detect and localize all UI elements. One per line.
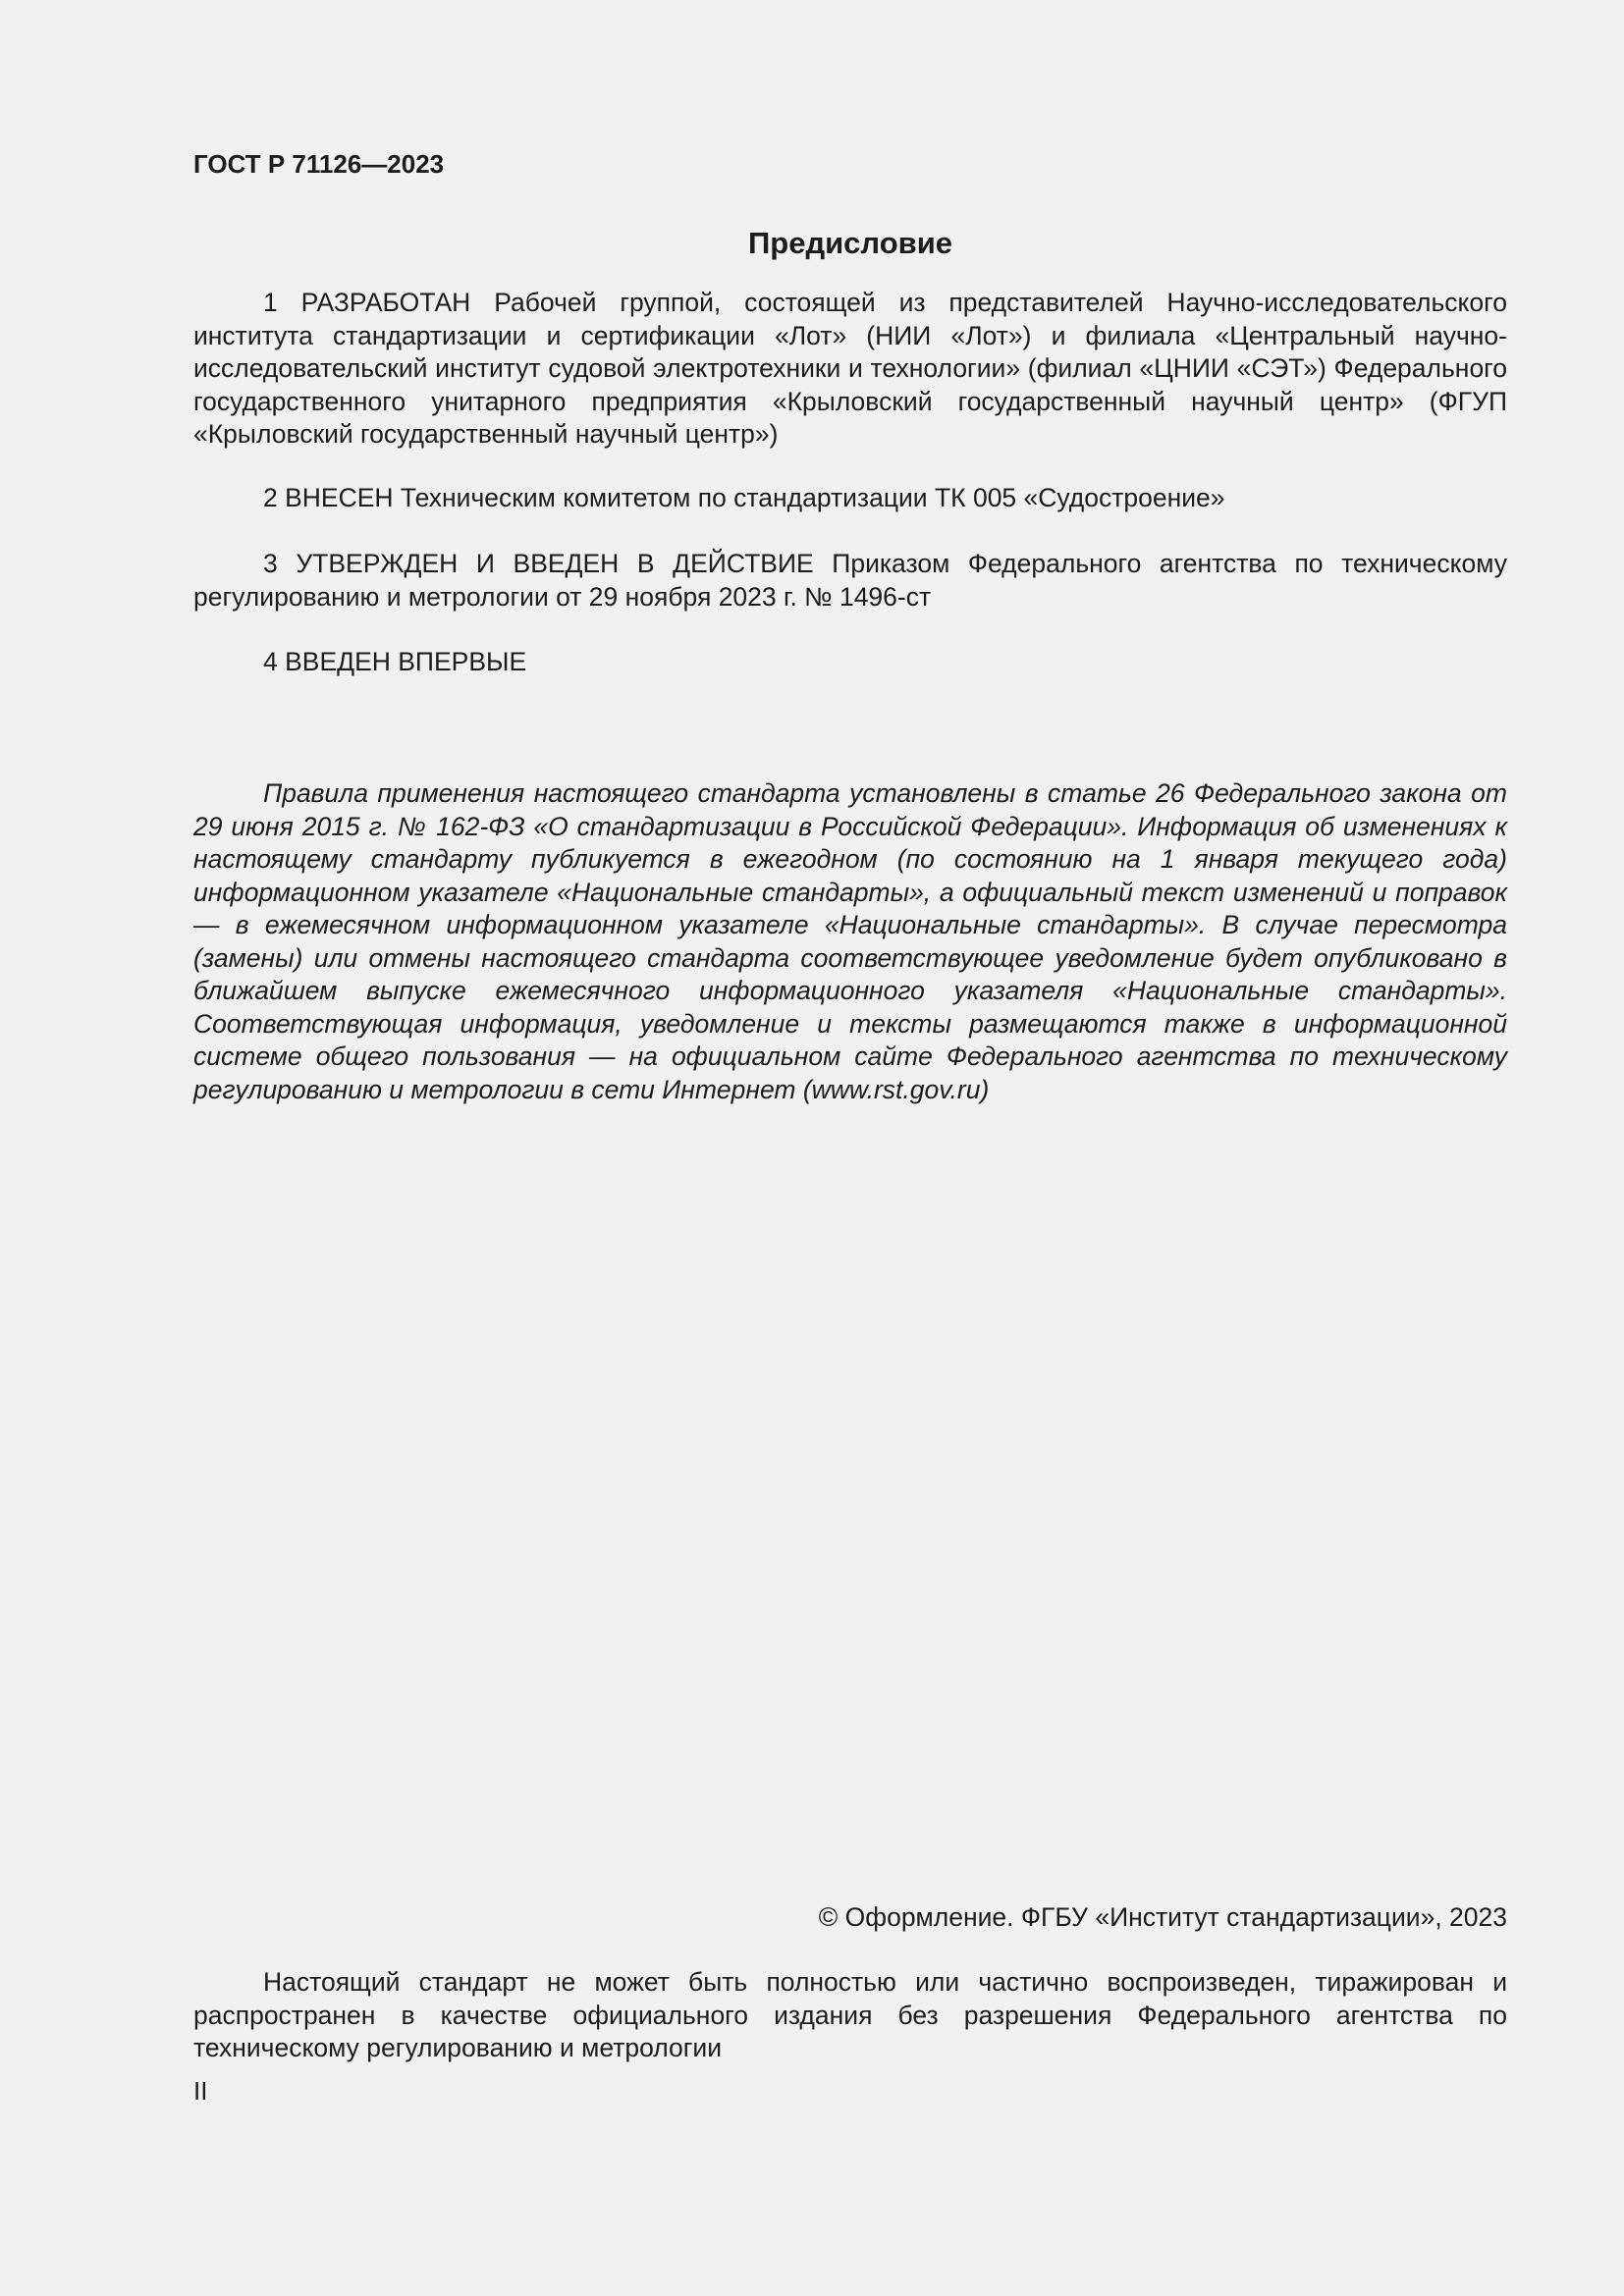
foreword-item-developed: 1 РАЗРАБОТАН Рабочей группой, состоящей из представителей Научно-исследовательского института стандартизации и сертификации «Лот» (НИИ «Лот») и филиала «Центральный научно-исследовательский институт судовой электротехники и технологии» (филиал «ЦНИИ «СЭТ») Федерального государственного унитарного предприятия «Крыловский государственный научный центр» (ФГУП «Крыловский государственный научный центр») <box>193 288 1507 449</box>
page-number: II <box>193 2076 208 2106</box>
foreword-item-approved: 3 УТВЕРЖДЕН И ВВЕДЕН В ДЕЙСТВИЕ Приказом Федерального агентства по техническому регулированию и метрологии от 29 ноября 2023 г. № 1496-ст <box>193 549 1507 612</box>
document-code: ГОСТ Р 71126—2023 <box>193 149 445 179</box>
foreword-item-first-introduced: 4 ВВЕДЕН ВПЕРВЫЕ <box>263 647 527 676</box>
application-rules-note: Правила применения настоящего стандарта установлены в статье 26 Федерального закона от 29 июня 2015 г. № 162-ФЗ «О стандартизации в Российской Федерации». Информация об изменениях к настоящему стандарту публикуется в ежегодном (по состоянию на 1 января текущего года) информационном указателе «Национальные стандарты», а официальный текст изменений и поправок — в ежемесячном информационном указателе «Национальные стандарты». В случае пересмотра (замены) или отмены настоящего стандарта соответствующее уведомление будет опубликовано в ближайшем выпуске ежемесячного информационного указателя «Национальные стандарты». Соответствующая информация, уведомление и тексты размещаются также в информационной системе общего пользования — на официальном сайте Федерального агентства по техническому регулированию и метрологии в сети Интернет (www.rst.gov.ru) <box>193 778 1507 1104</box>
foreword-item-introduced: 2 ВНЕСЕН Техническим комитетом по стандартизации ТК 005 «Судостроение» <box>263 483 1225 512</box>
copyright-line: © Оформление. ФГБУ «Институт стандартизации», 2023 <box>818 1902 1507 1932</box>
page-title: Предисловие <box>747 226 952 260</box>
reproduction-notice: Настоящий стандарт не может быть полностью или частично воспроизведен, тиражирован и распространен в качестве официального издания без разрешения Федерального агентства по техническому регулированию и метрологии <box>193 1967 1507 2062</box>
